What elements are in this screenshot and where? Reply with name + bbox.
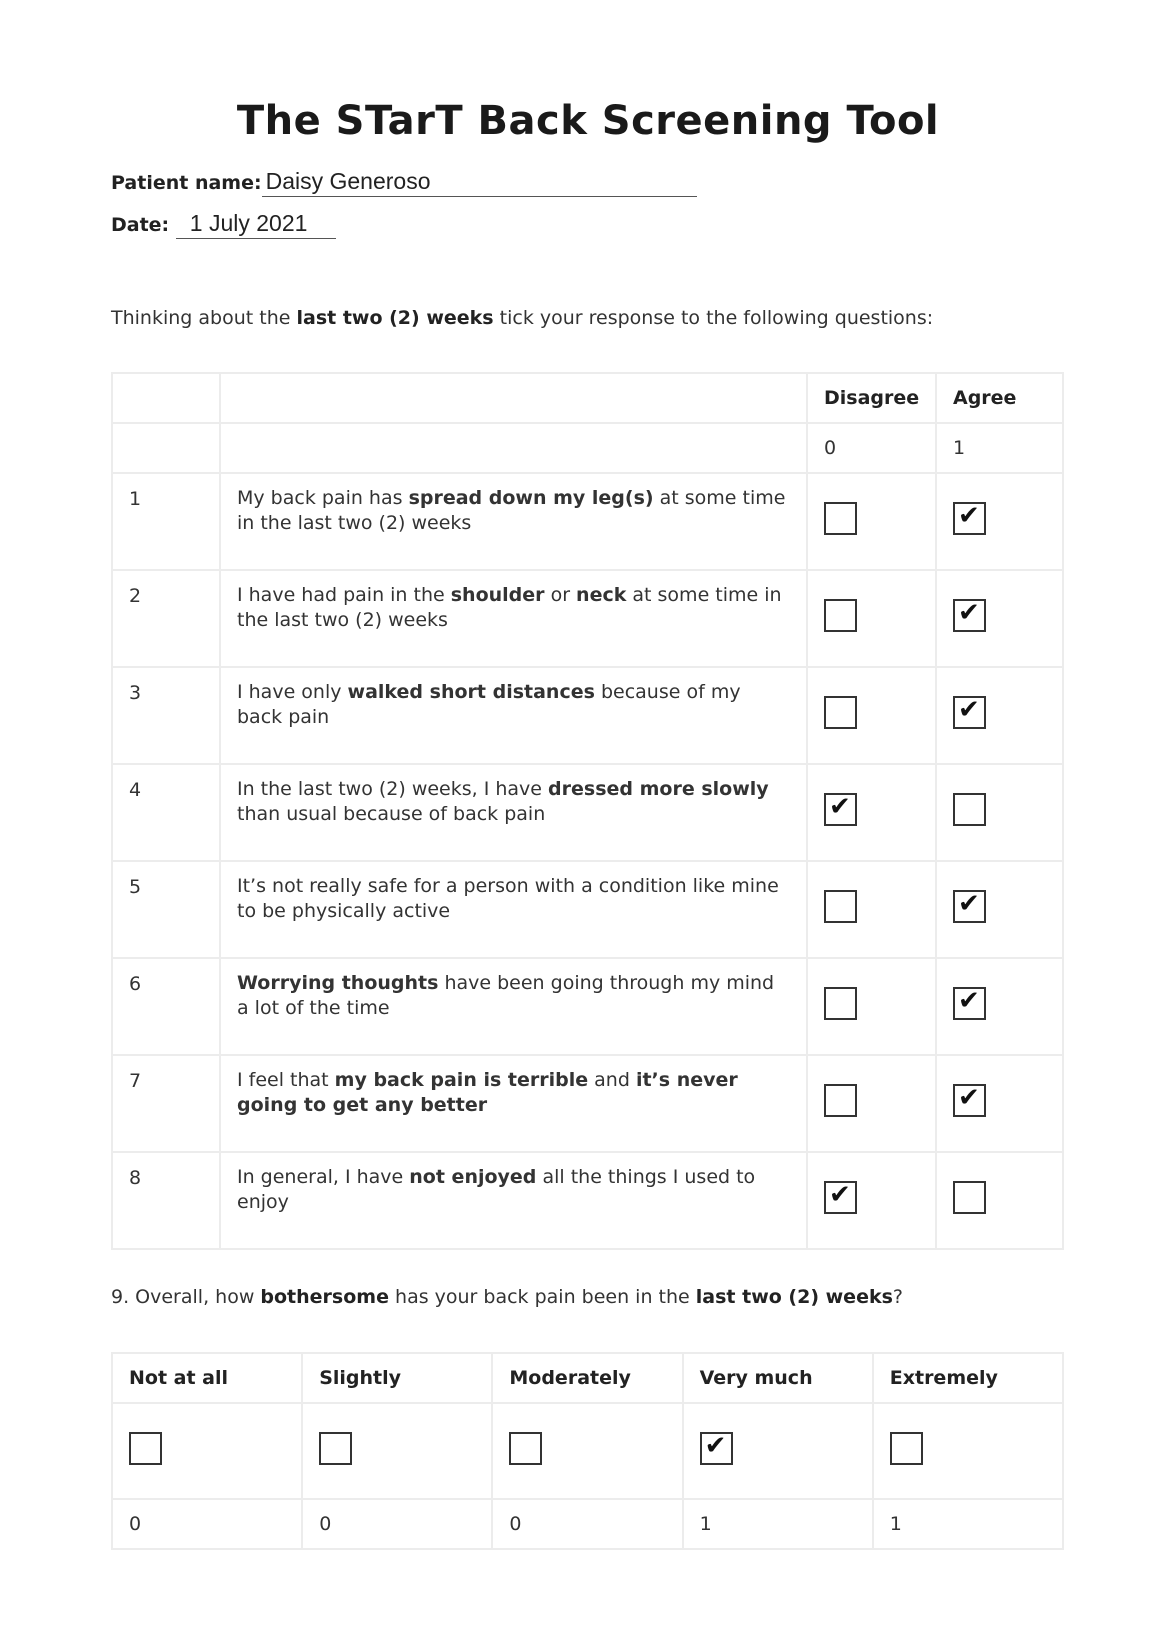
- agree-checkbox[interactable]: [953, 502, 986, 535]
- text: It’s not really safe for a person with a condition like mine to be physically active: [237, 875, 779, 922]
- option-checkbox[interactable]: [700, 1432, 733, 1465]
- question-text: [220, 667, 807, 764]
- page-title: The STarT Back Screening Tool: [236, 98, 940, 144]
- patient-name-input[interactable]: Daisy Generoso: [262, 168, 697, 197]
- bold-text: it’s never going to get any better: [237, 1069, 738, 1116]
- question-number: 1: [129, 488, 142, 510]
- text: 9. Overall, how: [111, 1286, 261, 1308]
- bold-text: spread down my leg(s): [408, 487, 654, 509]
- disagree-checkbox[interactable]: [824, 987, 857, 1020]
- text: tick your response to the following questions:: [493, 307, 934, 329]
- text: than usual because of back pain: [237, 803, 546, 825]
- option-score: 1: [699, 1513, 712, 1535]
- text: Thinking about the: [111, 307, 297, 329]
- bold-text: not enjoyed: [409, 1166, 537, 1188]
- disagree-checkbox[interactable]: [824, 793, 857, 826]
- text: at some time in the last two (2) weeks: [237, 584, 782, 631]
- patient-name-field: [111, 168, 697, 197]
- question-number: 3: [129, 682, 142, 704]
- q9-checkbox-row: [112, 1403, 1063, 1499]
- text: I feel that: [237, 1069, 335, 1091]
- question-text: [220, 764, 807, 861]
- text: all the things I used to enjoy: [237, 1166, 756, 1213]
- question-text: [220, 958, 807, 1055]
- bold-text: dressed more slowly: [548, 778, 769, 800]
- option-label: Slightly: [319, 1367, 402, 1389]
- option-score: 0: [319, 1513, 332, 1535]
- agree-checkbox[interactable]: [953, 1084, 986, 1117]
- bold-text: last two (2) weeks: [695, 1286, 893, 1308]
- agree-checkbox[interactable]: [953, 987, 986, 1020]
- disagree-checkbox[interactable]: [824, 1084, 857, 1117]
- text: at some time in the last two (2) weeks: [237, 487, 786, 534]
- agree-checkbox[interactable]: [953, 793, 986, 826]
- text: ?: [892, 1286, 903, 1308]
- option-score: 1: [889, 1513, 902, 1535]
- bold-text: bothersome: [260, 1286, 389, 1308]
- question-9-text: [111, 1286, 903, 1308]
- text: In general, I have: [237, 1166, 410, 1188]
- option-label: Extremely: [889, 1367, 998, 1389]
- bold-text: walked short distances: [347, 681, 595, 703]
- agree-checkbox[interactable]: [953, 1181, 986, 1214]
- text: My back pain has: [237, 487, 409, 509]
- score-row: [112, 423, 1063, 473]
- question-text: [220, 861, 807, 958]
- question-number: 7: [129, 1070, 142, 1092]
- disagree-checkbox[interactable]: [824, 890, 857, 923]
- question-row: [112, 764, 1063, 861]
- disagree-header: Disagree: [824, 387, 920, 409]
- bold-text: Worrying thoughts: [237, 972, 439, 994]
- bothersome-table: [111, 1352, 1064, 1550]
- question-row: [112, 861, 1063, 958]
- bold-text: my back pain is terrible: [334, 1069, 589, 1091]
- disagree-checkbox[interactable]: [824, 599, 857, 632]
- question-row: [112, 958, 1063, 1055]
- text: I have only: [237, 681, 348, 703]
- question-row: [112, 667, 1063, 764]
- option-checkbox[interactable]: [129, 1432, 162, 1465]
- question-row: [112, 1055, 1063, 1152]
- option-score: 0: [509, 1513, 522, 1535]
- bold-text: last two (2) weeks: [296, 307, 494, 329]
- option-label: Moderately: [509, 1367, 631, 1389]
- q9-label-row: [112, 1353, 1063, 1403]
- text: or: [544, 584, 577, 606]
- date-label: Date:: [111, 214, 170, 236]
- disagree-checkbox[interactable]: [824, 696, 857, 729]
- option-label: Not at all: [129, 1367, 229, 1389]
- date-field: [111, 210, 336, 239]
- option-checkbox[interactable]: [319, 1432, 352, 1465]
- questions-table: [111, 372, 1064, 1250]
- question-number: 8: [129, 1167, 142, 1189]
- disagree-checkbox[interactable]: [824, 502, 857, 535]
- option-score: 0: [129, 1513, 142, 1535]
- text: and: [588, 1069, 636, 1091]
- agree-checkbox[interactable]: [953, 890, 986, 923]
- text: because of my back pain: [237, 681, 741, 728]
- text: In the last two (2) weeks, I have: [237, 778, 549, 800]
- question-number: 6: [129, 973, 142, 995]
- option-checkbox[interactable]: [890, 1432, 923, 1465]
- date-input[interactable]: 1 July 2021: [176, 210, 336, 239]
- question-row: [112, 570, 1063, 667]
- agree-checkbox[interactable]: [953, 696, 986, 729]
- question-text: [220, 1055, 807, 1152]
- patient-name-label: Patient name:: [111, 172, 262, 194]
- question-text: [220, 473, 807, 570]
- question-text: [220, 570, 807, 667]
- bold-text: shoulder: [450, 584, 545, 606]
- option-checkbox[interactable]: [509, 1432, 542, 1465]
- header-row: [112, 373, 1063, 423]
- text: I have had pain in the: [237, 584, 451, 606]
- question-number: 4: [129, 779, 142, 801]
- option-label: Very much: [699, 1367, 813, 1389]
- question-row: [112, 1152, 1063, 1249]
- question-number: 5: [129, 876, 142, 898]
- question-text: [220, 1152, 807, 1249]
- bold-text: neck: [576, 584, 627, 606]
- agree-score: 1: [953, 437, 966, 459]
- text: has your back pain been in the: [388, 1286, 696, 1308]
- q9-score-row: [112, 1499, 1063, 1549]
- text: have been going through my mind a lot of the time: [237, 972, 775, 1019]
- disagree-checkbox[interactable]: [824, 1181, 857, 1214]
- agree-header: Agree: [953, 387, 1017, 409]
- question-row: [112, 473, 1063, 570]
- disagree-score: 0: [824, 437, 837, 459]
- question-number: 2: [129, 585, 142, 607]
- agree-checkbox[interactable]: [953, 599, 986, 632]
- instructions-text: [111, 307, 933, 329]
